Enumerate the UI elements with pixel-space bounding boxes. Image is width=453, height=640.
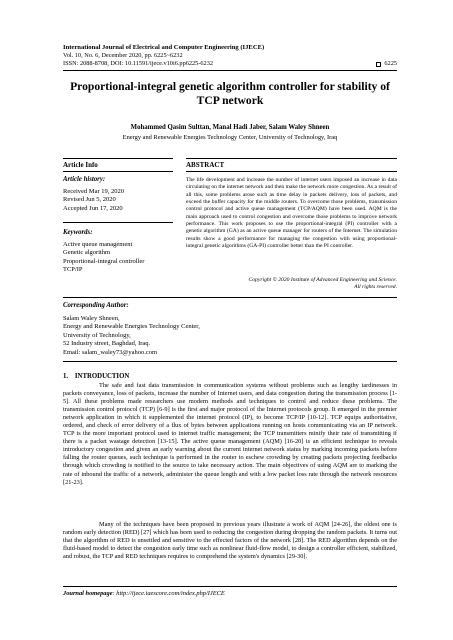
intro-paragraph-2: Many of the techniques have been proposed in previous years illustrate a work of AQM [24-26], the oldest one is random early detection (RED) [27] which has been used to reducing the congestion during dropping the random packets. It turns out that the algorithm of RED is unsettled and sensitive to the effected factors of the network [28]. The RED algorithm depends on the fluid-based model to detect the congestion early time such as nonlinear fluid-flow model, to design a controller efficient, stabilized, and robust, the TCP and RED techniques requires to comprehend the system's dynamics [29-30].	[63, 521, 397, 561]
corresponding-top-rule	[63, 297, 397, 298]
keywords-rule	[63, 222, 173, 223]
article-info-heading: Article Info	[63, 161, 98, 169]
corresponding-label: Corresponding Author:	[63, 302, 129, 309]
abstract-rule	[186, 171, 397, 172]
paper-affiliation: Energy and Renewable Energies Technology Center, University of Technology, Iraq	[122, 134, 338, 141]
keywords-label: Keywords:	[63, 229, 93, 236]
abstract-top-rule	[186, 158, 397, 159]
history-received: Received Mar 19, 2020	[63, 188, 125, 195]
keyword-item: Active queue management	[63, 241, 133, 248]
article-info-top-rule	[63, 158, 173, 159]
corresponding-email: Email: salam_waley73@yahoo.com	[63, 348, 158, 356]
article-info-rule	[63, 171, 173, 172]
paper-authors: Mohammed Qasim Sulttan, Manal Hadi Jaber, Salam Waley Shneen	[130, 124, 330, 131]
keyword-item: TCP/IP	[63, 266, 83, 274]
paper-title: Proportional-integral genetic algorithm controller for stability of TCP network	[70, 80, 390, 107]
footer-rule	[63, 586, 397, 587]
corresponding-details	[63, 315, 200, 357]
copyright-line: Copyright © 2020 Institute of Advanced Engineering and Science.	[248, 277, 397, 283]
keyword-item: Genetic algorithm	[63, 249, 111, 257]
article-history-label: Article history:	[63, 176, 106, 183]
homepage-label: Journal homepage	[63, 590, 113, 597]
journal-header	[63, 44, 397, 68]
homepage-link[interactable]: : http://ijece.iaescore.com/index.php/IJECE	[112, 590, 225, 597]
corresponding-bottom-rule	[63, 361, 397, 362]
abstract-text: The life development and increase the number of internet users imposed an increase in data circulating on the internet network and then make the network more congestion. As a result of all this, some problems arose such as time delay in packets delivery, loss of packets, and exceed the buffer capacity for the middle routers. To overcome those problems, transmission control protocol and active queue management (TCP/AQM) have been used. AQM is the main approach used to control congestion and overcome those problems to improve network performance. This work proposes to use the proportional-integral (PI) controller with a genetic algorithm (GA) as an active queue manager for routers of the Internet. The simulation results show a good performance for managing the congestion with using proportional-integral genetic algorithms (GA-PI) controller better than the PI controller.	[186, 177, 397, 250]
keywords-list	[63, 241, 144, 275]
journal-issn: ISSN: 2088-8708, DOI: 10.11591/ijece.v10i6.pp6225-6232	[63, 60, 214, 67]
corresponding-university: University of Technology,	[63, 331, 131, 339]
abstract-heading: ABSTRACT	[186, 161, 225, 169]
introduction-heading: 1. INTRODUCTION	[63, 373, 130, 380]
journal-homepage	[63, 590, 225, 597]
rights-line: All rights reserved.	[354, 284, 397, 290]
article-history	[63, 188, 124, 213]
keyword-item: Proportional-integral controller	[63, 257, 145, 265]
journal-name: International Journal of Electrical and Computer Engineering (IJECE)	[63, 44, 265, 51]
corresponding-name: Salam Waley Shneen,	[63, 315, 120, 322]
intro-paragraph-1: The safe and fast data transmission in communication systems without problems such as lengthy tardinesses in packets conveyance, loss of packets, increase the number of Internet users, and data congestion during the transmission process [1-5]. All these problems made researchers use modern methods and techniques to control and reduce these problems. The transmission control protocol (TCP) [6-9] is the first and major protocol of the Internet protocols group. It emerged in the premier network application in which it supplemented the internet protocol (IP), to become TCP/IP [10-12]. TCP equips authoritative, ordered, and check of error delivery of a flux of bytes between applications running on hosts communicating via an IP network. TCP is the more important protocol used to internet traffic management; the TCP transmitters minify their rate of transmitting if there is a packet wastage detection [13-15]. The active queue management (AQM) [16-20] is an efficient technique to reveals introductory congestion and given an early warning about the current internet network status by marking incoming packets before falling the router queues, such technique is performed in the router to eschew crowding by creating packets projecting feedbacks through which crowding is notified to the source to take necessary action. The main objectives of using AQM are to marking the rate of inbound the traffic of a network, administer the queue length and with a low packet loss rate through the network resources [21-23].	[63, 382, 397, 486]
page-number: 6225	[384, 60, 397, 67]
header-rule	[63, 70, 397, 71]
history-accepted: Accepted Jun 17, 2020	[63, 204, 123, 212]
journal-volume: Vol. 10, No. 6, December 2020, pp. 6225~6232	[63, 52, 183, 59]
corresponding-center: Energy and Renewable Energies Technology Center,	[63, 323, 200, 331]
square-icon	[376, 62, 381, 67]
corresponding-address: 52 Industry street, Baghdad, Iraq.	[63, 340, 151, 348]
copyright-block	[186, 277, 397, 291]
history-revised: Revised Jun 5, 2020	[63, 196, 116, 204]
